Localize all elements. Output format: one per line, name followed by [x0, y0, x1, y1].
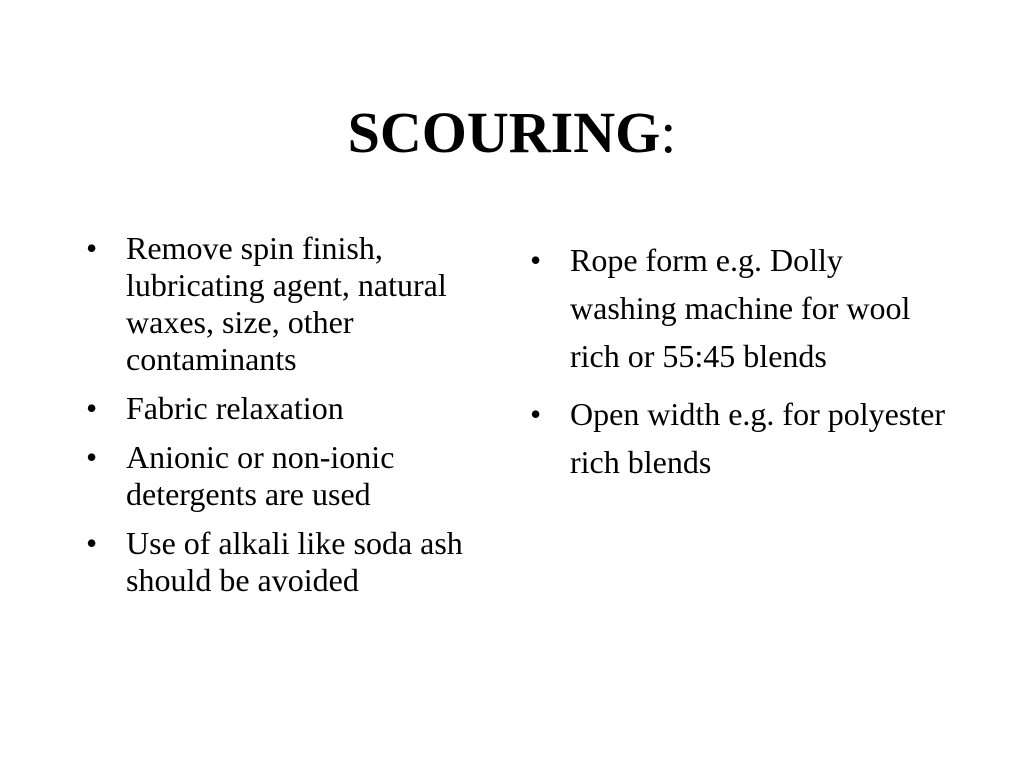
list-item-text: Open width e.g. for polyester rich blends: [570, 396, 946, 480]
bullet-icon: •: [530, 396, 542, 432]
list-item-text: Remove spin finish, lubricating agent, natural waxes, size, other contaminants: [126, 230, 447, 377]
list-item: [86, 230, 496, 378]
list-item: [530, 390, 950, 486]
bullet-icon: •: [530, 242, 542, 278]
bullet-icon: •: [86, 525, 98, 561]
list-item-text: Rope form e.g. Dolly washing machine for wool rich or 55:45 blends: [570, 242, 911, 374]
slide-title-colon: :: [660, 100, 677, 165]
slide-title: [0, 98, 1024, 168]
left-bullet-list: [86, 230, 496, 611]
list-item-text: Use of alkali like soda ash should be avoided: [126, 525, 463, 598]
list-item: [86, 525, 496, 599]
list-item: [530, 236, 950, 380]
bullet-icon: •: [86, 439, 98, 475]
list-item: [86, 439, 496, 513]
right-bullet-list: [530, 236, 950, 496]
bullet-icon: •: [86, 390, 98, 426]
list-item-text: Anionic or non-ionic detergents are used: [126, 439, 395, 512]
slide-title-text: SCOURING: [347, 100, 661, 165]
list-item-text: Fabric relaxation: [126, 390, 344, 426]
list-item: [86, 390, 496, 427]
bullet-icon: •: [86, 230, 98, 266]
